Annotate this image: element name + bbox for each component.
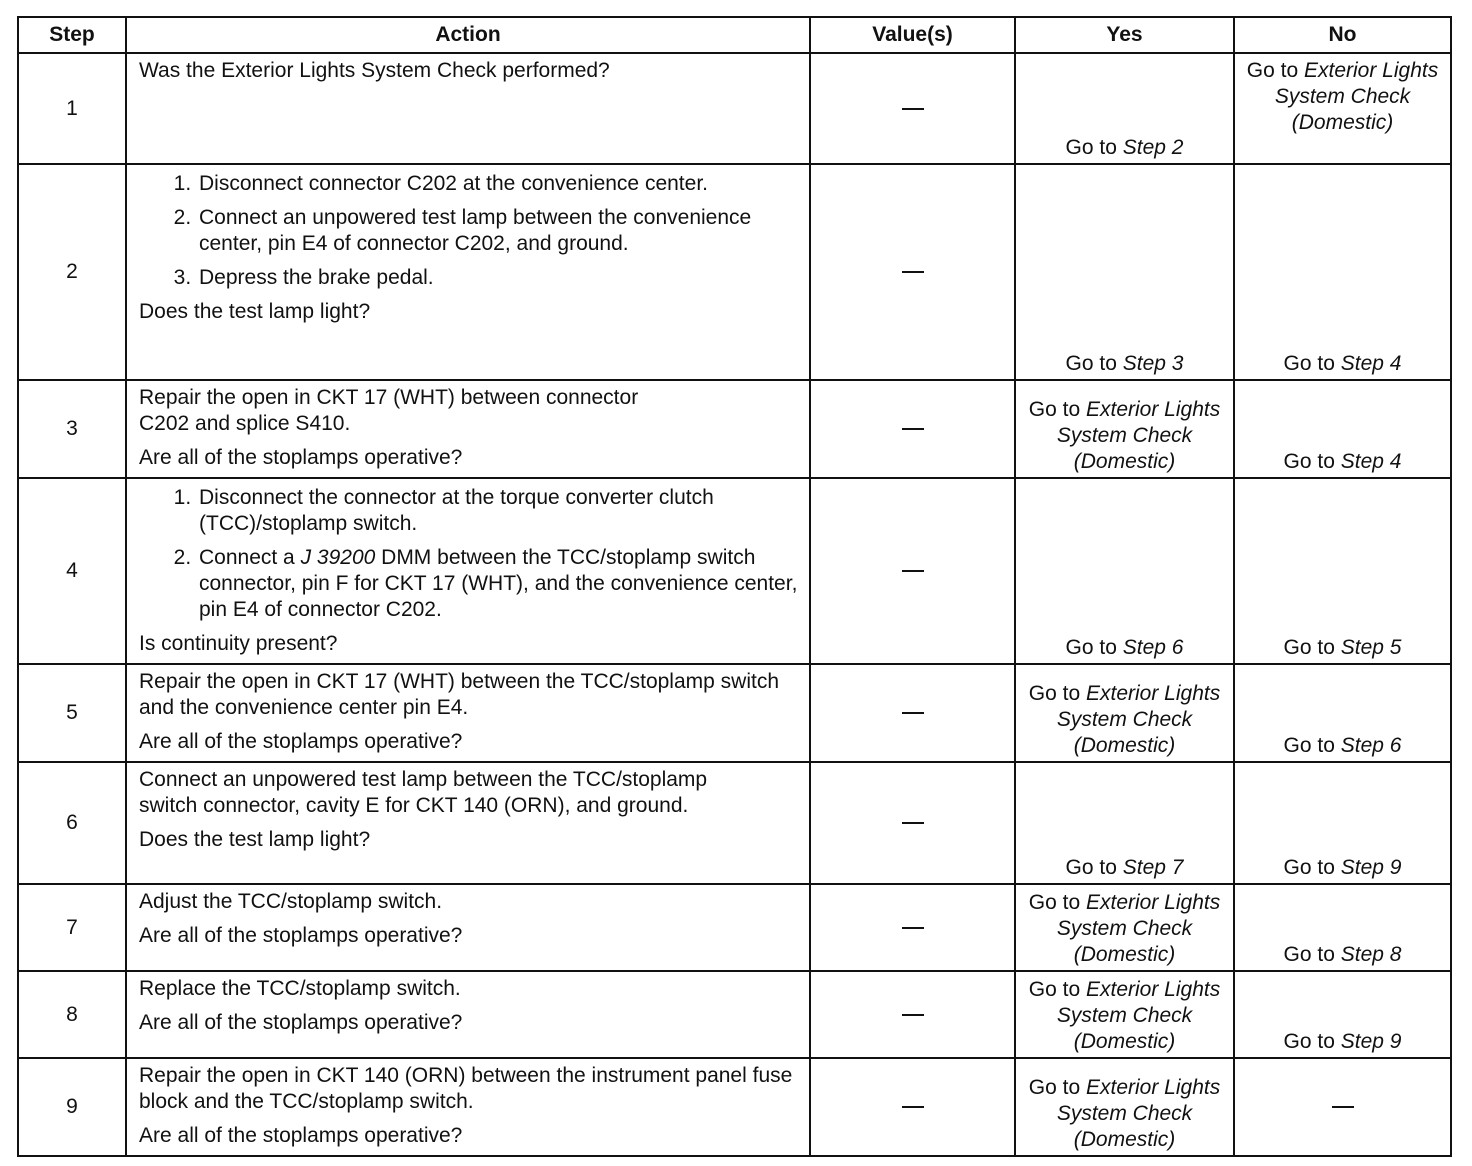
header-values: Value(s) <box>810 17 1015 53</box>
table-row <box>18 884 1451 971</box>
action-text: Repair the open in CKT 17 (WHT) between the TCC/stoplamp switch and the convenience center pin E4. <box>139 670 779 719</box>
yes-cell <box>1015 478 1234 664</box>
yes-link[interactable]: Step 3 <box>1122 352 1184 375</box>
action-text: Replace the TCC/stoplamp switch. <box>139 977 461 1000</box>
header-yes: Yes <box>1015 17 1234 53</box>
no-link[interactable]: Step 4 <box>1340 450 1402 473</box>
action-question: Are all of the stoplamps operative? <box>139 446 463 469</box>
value-cell <box>810 884 1015 971</box>
action-text: Was the Exterior Lights System Check performed? <box>139 59 610 82</box>
header-no: No <box>1234 17 1451 53</box>
value-dash <box>902 271 924 273</box>
value-dash <box>902 428 924 430</box>
yes-cell <box>1015 884 1234 971</box>
yes-prefix: Go to <box>1028 891 1086 914</box>
no-cell <box>1234 971 1451 1058</box>
table-row <box>18 1058 1451 1156</box>
action-question: Is continuity present? <box>139 632 338 655</box>
diagnostic-table <box>17 16 1452 1157</box>
no-link[interactable]: Step 9 <box>1340 1030 1402 1053</box>
action-text: Adjust the TCC/stoplamp switch. <box>139 890 443 913</box>
step-number: 3 <box>18 380 126 478</box>
value-cell <box>810 53 1015 164</box>
substep-item: 3. Depress the brake pedal. <box>197 265 799 291</box>
yes-prefix: Go to <box>1028 682 1086 705</box>
no-cell <box>1234 478 1451 664</box>
step-number: 5 <box>18 664 126 762</box>
action-text: Repair the open in CKT 140 (ORN) between the instrument panel fuse block and the TCC/stoplamp switch. <box>139 1064 793 1113</box>
yes-cell <box>1015 762 1234 884</box>
value-cell <box>810 664 1015 762</box>
substep-item: 1. Disconnect the connector at the torque converter clutch (TCC)/stoplamp switch. <box>197 485 799 537</box>
header-action: Action <box>126 17 810 53</box>
yes-link[interactable]: Step 7 <box>1122 856 1184 879</box>
value-cell <box>810 1058 1015 1156</box>
no-link[interactable]: Step 6 <box>1340 734 1402 757</box>
substep-text: Connect a <box>199 546 301 569</box>
action-cell <box>126 164 810 380</box>
yes-prefix: Go to <box>1065 636 1123 659</box>
yes-link[interactable]: Exterior Lights System Check (Domestic) <box>1056 1076 1221 1151</box>
no-link[interactable]: Exterior Lights System Check (Domestic) <box>1274 59 1439 134</box>
step-number: 8 <box>18 971 126 1058</box>
action-cell <box>126 762 810 884</box>
step-number: 9 <box>18 1058 126 1156</box>
table-row <box>18 478 1451 664</box>
action-question: Are all of the stoplamps operative? <box>139 924 463 947</box>
yes-link[interactable]: Exterior Lights System Check (Domestic) <box>1056 398 1221 473</box>
no-link[interactable]: Step 9 <box>1340 856 1402 879</box>
action-text: Connect an unpowered test lamp between the TCC/stoplamp switch connector, cavity E for CKT 140 (ORN), and ground. <box>139 768 708 817</box>
table-row <box>18 53 1451 164</box>
value-cell <box>810 164 1015 380</box>
yes-cell <box>1015 1058 1234 1156</box>
action-cell <box>126 478 810 664</box>
yes-link[interactable]: Exterior Lights System Check (Domestic) <box>1056 682 1221 757</box>
yes-prefix: Go to <box>1065 856 1123 879</box>
substep-item <box>197 545 799 623</box>
header-step: Step <box>18 17 126 53</box>
header-row <box>18 17 1451 53</box>
no-prefix: Go to <box>1283 943 1341 966</box>
no-link[interactable]: Step 4 <box>1340 352 1402 375</box>
no-cell <box>1234 1058 1451 1156</box>
table-row <box>18 380 1451 478</box>
value-cell <box>810 478 1015 664</box>
yes-prefix: Go to <box>1028 1076 1086 1099</box>
value-cell <box>810 762 1015 884</box>
yes-prefix: Go to <box>1028 978 1086 1001</box>
no-cell <box>1234 762 1451 884</box>
yes-cell <box>1015 664 1234 762</box>
table-row <box>18 971 1451 1058</box>
no-prefix: Go to <box>1246 59 1304 82</box>
step-number: 2 <box>18 164 126 380</box>
value-dash <box>902 570 924 572</box>
value-dash <box>902 108 924 110</box>
no-cell <box>1234 164 1451 380</box>
action-cell <box>126 380 810 478</box>
no-cell <box>1234 53 1451 164</box>
yes-cell <box>1015 380 1234 478</box>
no-prefix: Go to <box>1283 450 1341 473</box>
yes-cell <box>1015 971 1234 1058</box>
substep-text: DMM between the TCC/stoplamp switch connector, pin F for CKT 17 (WHT), and the convenience center, pin E4 of connector C202. <box>199 546 798 621</box>
yes-link[interactable]: Step 6 <box>1122 636 1184 659</box>
no-link[interactable]: Step 8 <box>1340 943 1402 966</box>
step-number: 1 <box>18 53 126 164</box>
yes-prefix: Go to <box>1028 398 1086 421</box>
table-row <box>18 664 1451 762</box>
action-question: Are all of the stoplamps operative? <box>139 1124 463 1147</box>
value-dash <box>902 927 924 929</box>
no-dash <box>1332 1106 1354 1108</box>
action-cell <box>126 1058 810 1156</box>
no-cell <box>1234 884 1451 971</box>
table-row <box>18 164 1451 380</box>
value-dash <box>902 1014 924 1016</box>
no-prefix: Go to <box>1283 636 1341 659</box>
substep-item: 2. Connect an unpowered test lamp between the convenience center, pin E4 of connector C202, and ground. <box>197 205 799 257</box>
step-number: 6 <box>18 762 126 884</box>
step-number: 7 <box>18 884 126 971</box>
step-number: 4 <box>18 478 126 664</box>
yes-link[interactable]: Exterior Lights System Check (Domestic) <box>1056 891 1221 966</box>
value-dash <box>902 1106 924 1108</box>
action-question: Are all of the stoplamps operative? <box>139 1011 463 1034</box>
no-prefix: Go to <box>1283 1030 1341 1053</box>
value-dash <box>902 822 924 824</box>
action-cell <box>126 971 810 1058</box>
yes-cell <box>1015 53 1234 164</box>
yes-prefix: Go to <box>1065 136 1123 159</box>
table-row <box>18 762 1451 884</box>
action-cell <box>126 884 810 971</box>
no-cell <box>1234 380 1451 478</box>
action-question: Are all of the stoplamps operative? <box>139 730 463 753</box>
yes-prefix: Go to <box>1065 352 1123 375</box>
substep-item: 1. Disconnect connector C202 at the convenience center. <box>197 171 799 197</box>
value-dash <box>902 712 924 714</box>
no-prefix: Go to <box>1283 734 1341 757</box>
no-prefix: Go to <box>1283 352 1341 375</box>
action-question: Does the test lamp light? <box>139 828 371 851</box>
value-cell <box>810 971 1015 1058</box>
no-cell <box>1234 664 1451 762</box>
substep-list <box>139 485 799 623</box>
no-prefix: Go to <box>1283 856 1341 879</box>
yes-cell <box>1015 164 1234 380</box>
yes-link[interactable]: Step 2 <box>1122 136 1184 159</box>
action-cell <box>126 53 810 164</box>
no-link[interactable]: Step 5 <box>1340 636 1402 659</box>
yes-link[interactable]: Exterior Lights System Check (Domestic) <box>1056 978 1221 1053</box>
action-text: Repair the open in CKT 17 (WHT) between connector C202 and splice S410. <box>139 386 639 435</box>
tool-name: J 39200 <box>300 546 376 569</box>
action-question: Does the test lamp light? <box>139 300 371 323</box>
value-cell <box>810 380 1015 478</box>
substep-list <box>139 171 799 291</box>
action-cell <box>126 664 810 762</box>
